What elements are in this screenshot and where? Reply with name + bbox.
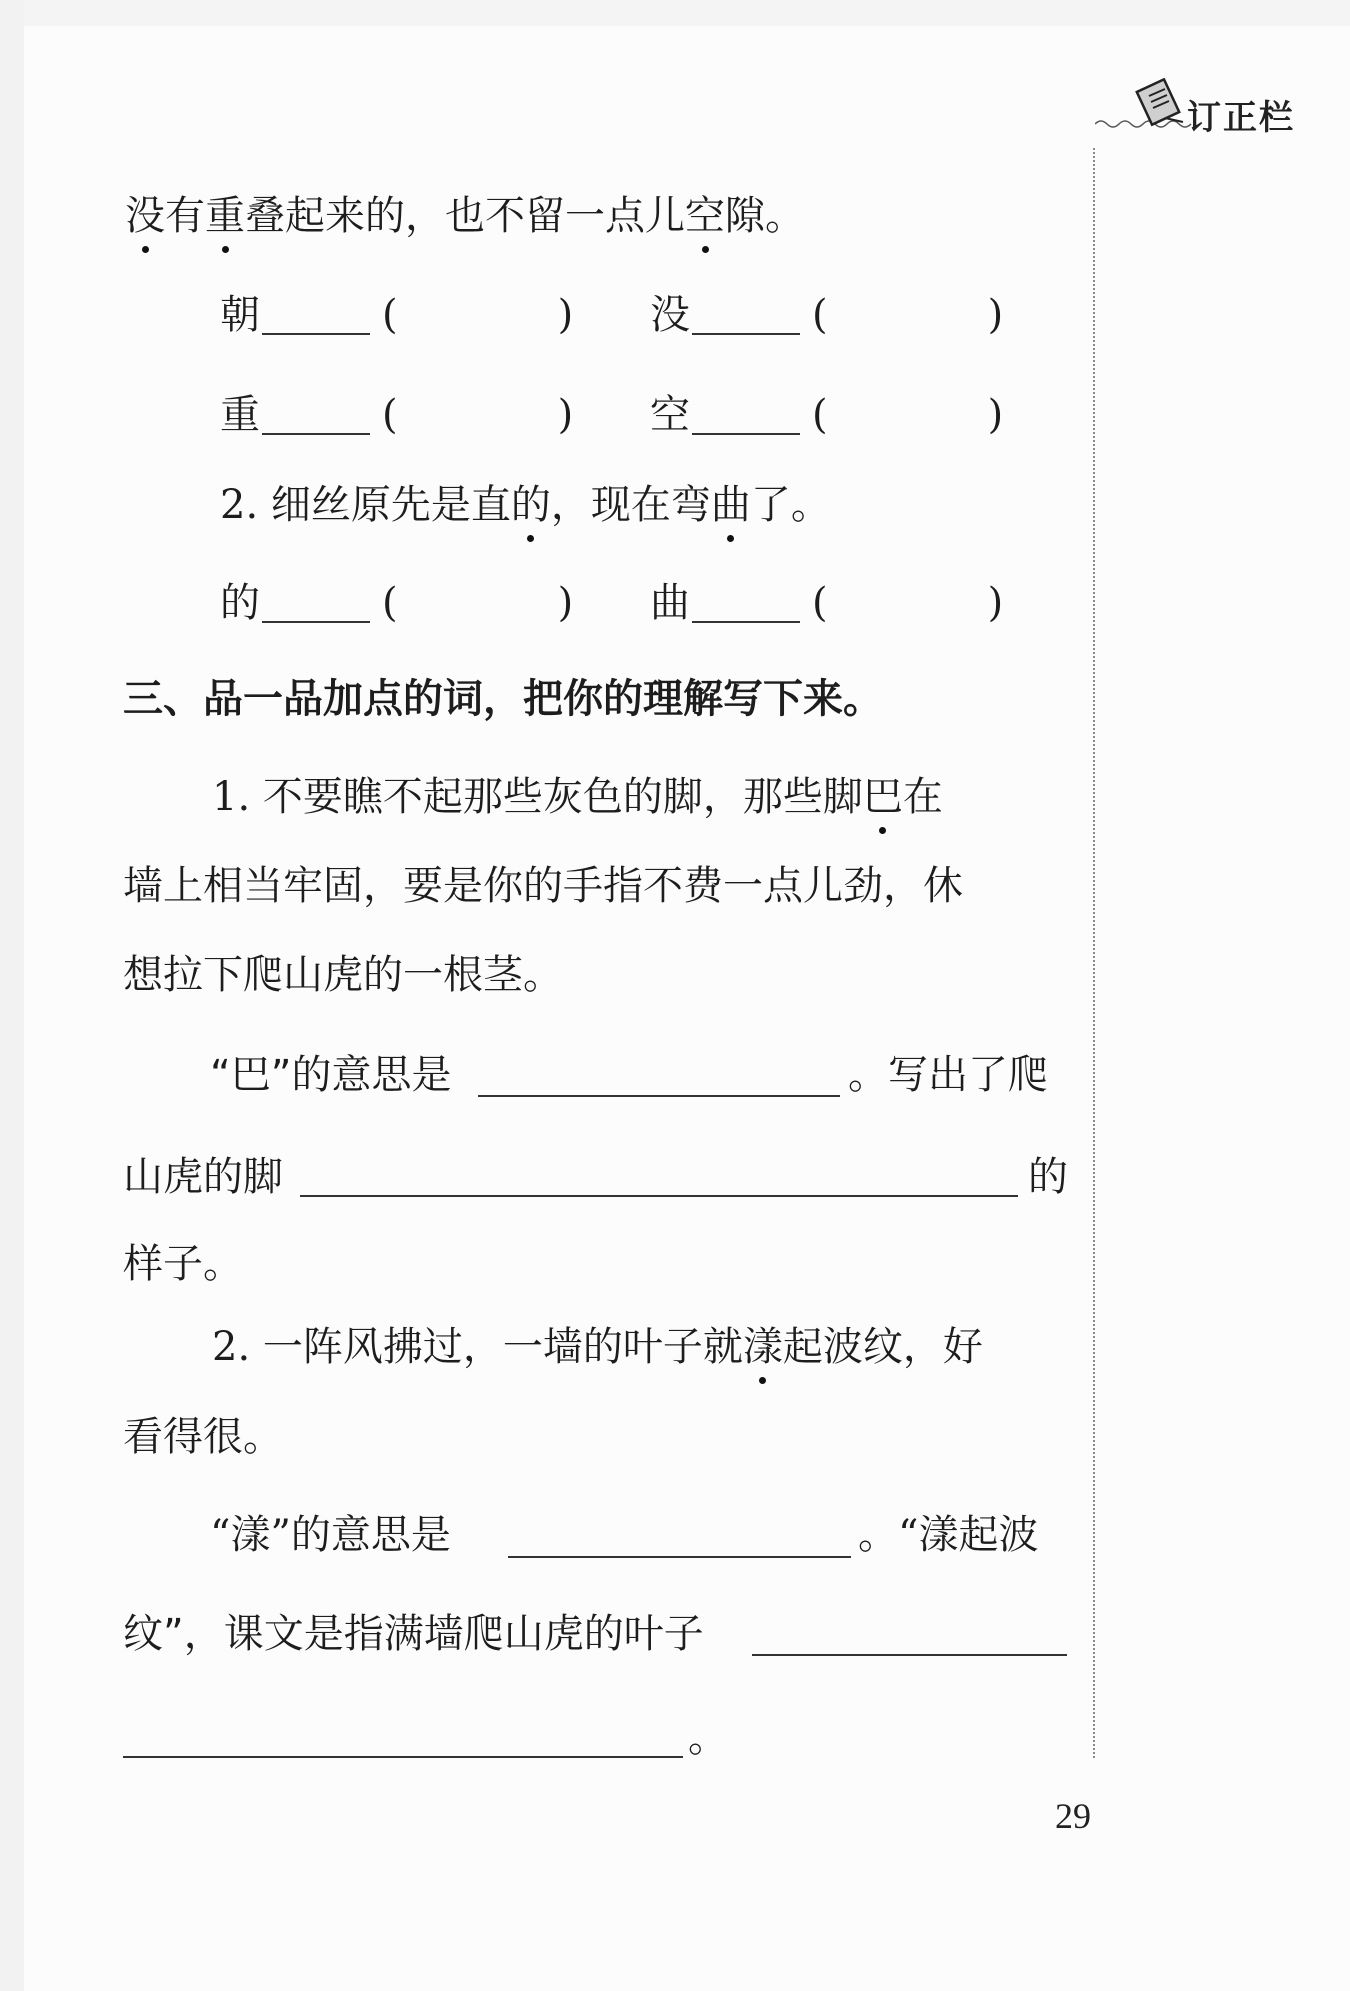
close-paren: ) — [987, 392, 1004, 438]
scan-top-edge — [0, 0, 1350, 26]
answer-field-de[interactable] — [220, 580, 574, 626]
dotted-char: 没 — [125, 193, 165, 239]
s3-q1-answer-tail: 。写出了爬 — [848, 1052, 1048, 1098]
s3-q2-answer-end: 。 — [688, 1715, 728, 1761]
close-paren: ) — [557, 580, 574, 626]
field-char: 朝 — [220, 292, 260, 338]
answer-line-leaves-2[interactable] — [123, 1756, 683, 1758]
answer-blank[interactable] — [262, 409, 370, 435]
dotted-char: 漾 — [742, 1324, 783, 1370]
dotted-char: 巴 — [862, 774, 903, 820]
answer-blank[interactable] — [692, 597, 800, 623]
field-char: 空 — [650, 392, 690, 438]
field-char: 重 — [220, 392, 260, 438]
text-segment: 了。 — [750, 482, 831, 528]
text-segment: 隙。 — [725, 193, 805, 239]
question-1-tail — [125, 193, 805, 239]
field-char: 没 — [650, 292, 690, 338]
dotted-char: 曲 — [710, 482, 751, 528]
scan-left-edge — [0, 0, 24, 1991]
answer-line-foot-description[interactable] — [300, 1195, 1018, 1197]
open-paren: ( — [812, 392, 828, 438]
answer-line-leaves-1[interactable] — [752, 1654, 1067, 1656]
page-number: 29 — [1055, 1796, 1091, 1836]
field-char: 曲 — [650, 580, 690, 626]
answer-field-kong[interactable] — [650, 392, 1004, 438]
answer-field-zhao[interactable] — [220, 292, 574, 338]
close-paren: ) — [557, 292, 574, 338]
s3-q2-answer-prompt: “漾”的意思是 — [210, 1512, 451, 1558]
correction-column-title: 订正栏 — [1187, 98, 1295, 138]
close-paren: ) — [557, 392, 574, 438]
text-segment: 2. 一阵风拂过，一墙的叶子就 — [212, 1324, 743, 1370]
open-paren: ( — [382, 580, 398, 626]
s3-q1-line2: 墙上相当牢固，要是你的手指不费一点儿劲，休 — [123, 863, 963, 909]
question-number: 2. — [220, 482, 259, 528]
answer-field-mei[interactable] — [650, 292, 1004, 338]
s3-q2-answer-line2: 纹”，课文是指满墙爬山虎的叶子 — [123, 1611, 704, 1657]
text-segment: 在 — [902, 774, 943, 820]
text-segment: 有 — [165, 193, 205, 239]
s3-q1-answer-line2: 山虎的脚 — [123, 1154, 283, 1200]
correction-column-header — [1095, 78, 1335, 138]
answer-line-yang-meaning[interactable] — [508, 1556, 851, 1558]
s3-q1-answer-line2-end: 的 — [1028, 1154, 1068, 1200]
text-segment: 起波纹，好 — [782, 1324, 983, 1370]
s3-q1-line3: 想拉下爬山虎的一根茎。 — [123, 952, 563, 998]
text-segment: ，现在弯 — [550, 482, 711, 528]
field-char: 的 — [220, 580, 260, 626]
answer-line-ba-meaning[interactable] — [478, 1095, 840, 1097]
answer-field-qu[interactable] — [650, 580, 1004, 626]
close-paren: ) — [987, 292, 1004, 338]
answer-blank[interactable] — [262, 597, 370, 623]
answer-field-zhong[interactable] — [220, 392, 574, 438]
close-paren: ) — [987, 580, 1004, 626]
s3-q2-answer-tail: 。“漾起波 — [858, 1512, 1039, 1558]
eraser-pencil-icon — [1135, 78, 1187, 128]
open-paren: ( — [382, 292, 398, 338]
text-segment: 细丝原先是直 — [270, 482, 511, 528]
answer-blank[interactable] — [262, 309, 370, 335]
dotted-char: 重 — [205, 193, 245, 239]
s3-q1-answer-line3: 样子。 — [123, 1241, 243, 1287]
s3-q2-line1 — [212, 1324, 983, 1370]
dotted-char: 的 — [510, 482, 551, 528]
open-paren: ( — [812, 580, 828, 626]
answer-blank[interactable] — [692, 309, 800, 335]
text-segment: 1. 不要瞧不起那些灰色的脚，那些脚 — [212, 774, 863, 820]
s3-q2-line2: 看得很。 — [123, 1414, 283, 1460]
section-3-heading: 三、品一品加点的词，把你的理解写下来。 — [123, 676, 883, 722]
open-paren: ( — [812, 292, 828, 338]
s3-q1-line1 — [212, 774, 943, 820]
question-2-text — [220, 482, 831, 528]
text-segment: 叠起来的，也不留一点儿 — [245, 193, 685, 239]
correction-column-divider — [1093, 148, 1095, 1758]
dotted-char: 空 — [685, 193, 725, 239]
answer-blank[interactable] — [692, 409, 800, 435]
s3-q1-answer-prompt: “巴”的意思是 — [210, 1052, 452, 1098]
open-paren: ( — [382, 392, 398, 438]
